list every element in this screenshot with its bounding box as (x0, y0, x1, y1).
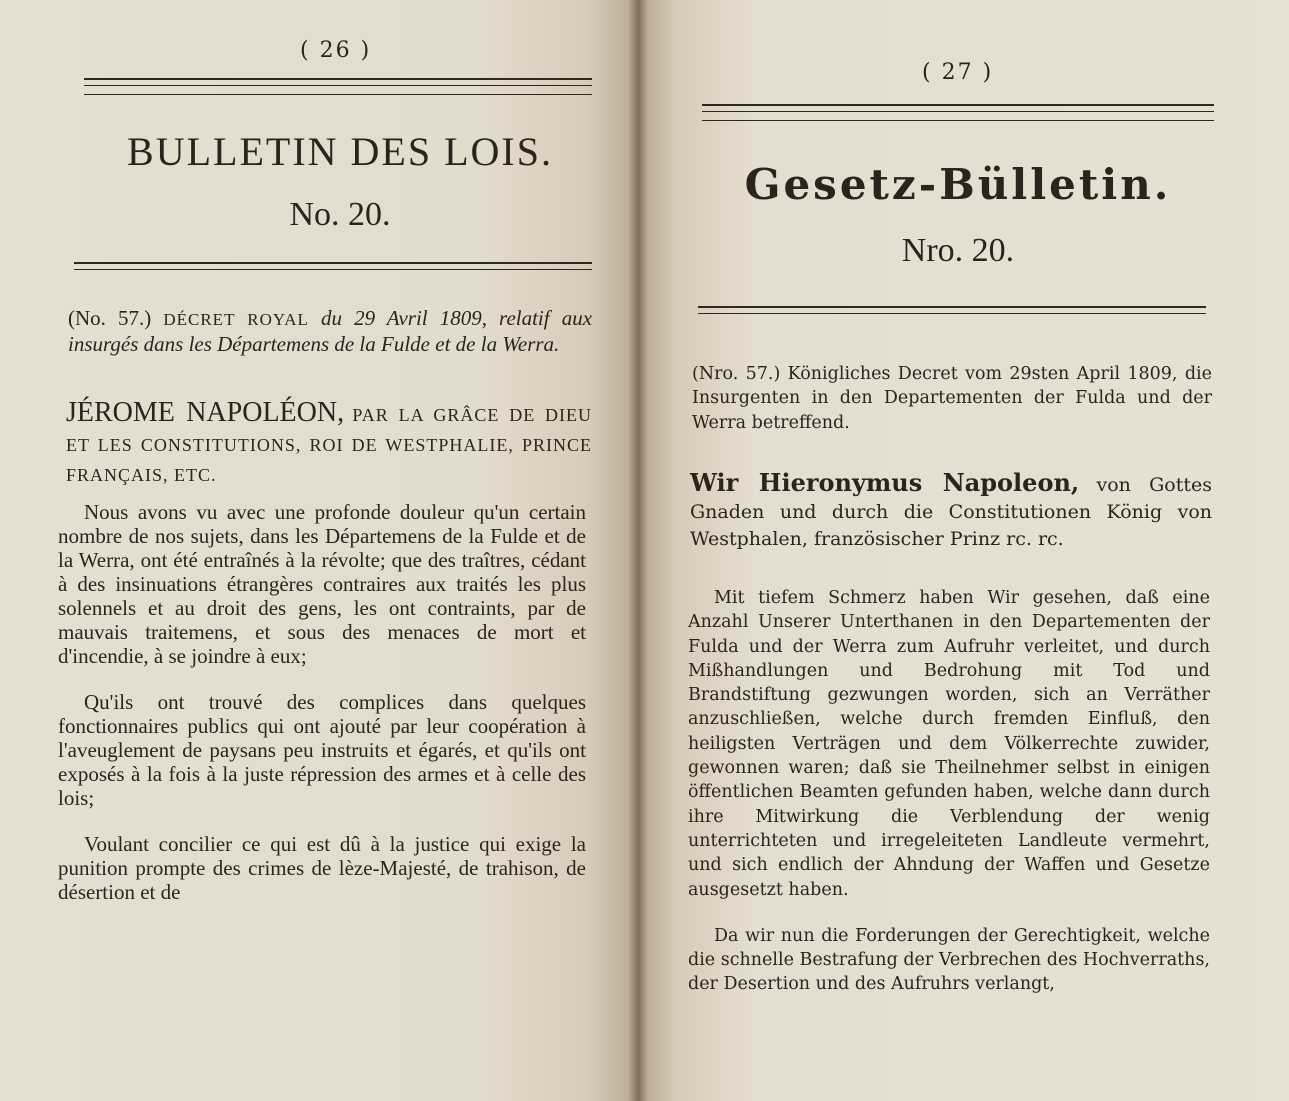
right-page-number: ( 27 ) (922, 60, 994, 85)
right-paragraph-2: Da wir nun die Forderungen der Gerechtigkeit, welche die schnelle Bestrafung der Verbrechen des Hochverraths, der Desertion und des Aufruhrs verlangt, (688, 925, 1210, 995)
left-page-number: ( 26 ) (300, 38, 372, 63)
left-ruler-titles: PAR LA GRÂCE DE DIEU ET LES CONSTITUTIONS, ROI DE WESTPHALIE, PRINCE FRANÇAIS, ETC. (66, 405, 592, 485)
right-body (688, 586, 1210, 997)
left-ruler-block (66, 398, 592, 491)
left-paragraph-1: Nous avons vu avec une profonde douleur qu'un certain nombre de nos sujets, dans les Départemens de la Fulde et de la Werra, ont été entraînés à la révolte; que des traîtres, cédant à des insinuations étrangères contraires aux traités les plus solennels et au droit des gens, les ont contraints, par de mauvais traitemens, et sous des menaces de mort et d'incendie, à se joindre à eux; (58, 500, 586, 668)
left-decree-heading (68, 306, 592, 356)
left-decree-ref: (No. 57.) (68, 306, 152, 330)
left-decree-label: DÉCRET ROYAL (163, 310, 309, 329)
right-top-rule (702, 104, 1214, 112)
left-top-rule-thin (84, 94, 592, 95)
left-mid-rule (74, 262, 592, 270)
book-gutter (628, 0, 648, 1101)
left-top-rule (84, 78, 592, 86)
left-body (58, 500, 586, 904)
left-page (0, 0, 638, 1101)
left-ruler-name: JÉROME NAPOLÉON, (66, 397, 345, 428)
right-top-rule-thin (702, 120, 1214, 121)
right-number: Nro. 20. (901, 232, 1015, 269)
right-ruler-block (690, 470, 1212, 553)
right-title: Gesetz-Bülletin. (744, 160, 1172, 209)
right-page (638, 0, 1289, 1101)
right-ruler-titles: von Gottes Gnaden und durch die Constitutionen König von Westphalen, französischer Prinz rc. rc. (690, 474, 1212, 550)
right-ruler-name: Wir Hieronymus Napoleon, (690, 468, 1080, 497)
right-decree-heading (692, 362, 1212, 435)
right-mid-rule (698, 306, 1206, 314)
left-paragraph-3: Voulant concilier ce qui est dû à la justice qui exige la punition prompte des crimes de lèze-Majesté, de trahison, de désertion et de (58, 832, 586, 904)
left-paragraph-2: Qu'ils ont trouvé des complices dans quelques fonctionnaires publics qui ont ajouté par leur coopération à l'aveuglement de paysans peu instruits et égarés, et qu'ils ont exposés à la fois à la juste répression des armes et à celle des lois; (58, 690, 586, 810)
left-decree-text: du 29 Avril 1809, relatif aux insurgés dans les Départemens de la Fulde et de la Werra. (68, 306, 593, 356)
right-decree-text: Königliches Decret vom 29sten April 1809, die Insurgenten in den Departementen der Fulda und der Werra betreffend. (692, 364, 1212, 433)
right-decree-ref: (Nro. 57.) (692, 364, 781, 384)
left-number: No. 20. (289, 196, 391, 233)
left-title: BULLETIN DES LOIS. (127, 129, 553, 174)
right-paragraph-1: Mit tiefem Schmerz haben Wir gesehen, daß eine Anzahl Unserer Unterthanen in den Departementen der Fulda und der Werra zum Aufruhr verleitet, und durch Mißhandlungen und Bedrohung mit Tod und Brandstiftung gezwungen worden, sich an Verräther anzuschließen, welche durch fremden Einfluß, den heiligsten Verträgen und dem Völkerrechte zuwider, gewonnen waren; daß sie Theilnehmer selbst in einigen öffentlichen Beamten gefunden haben, welche dann durch ihre Mitwirkung die Verblendung der wenig unterrichteten und irregeleiteten Landleute vermehrt, und sich endlich der Ahndung der Waffen und Gesetze ausgesetzt haben. (688, 588, 1210, 900)
